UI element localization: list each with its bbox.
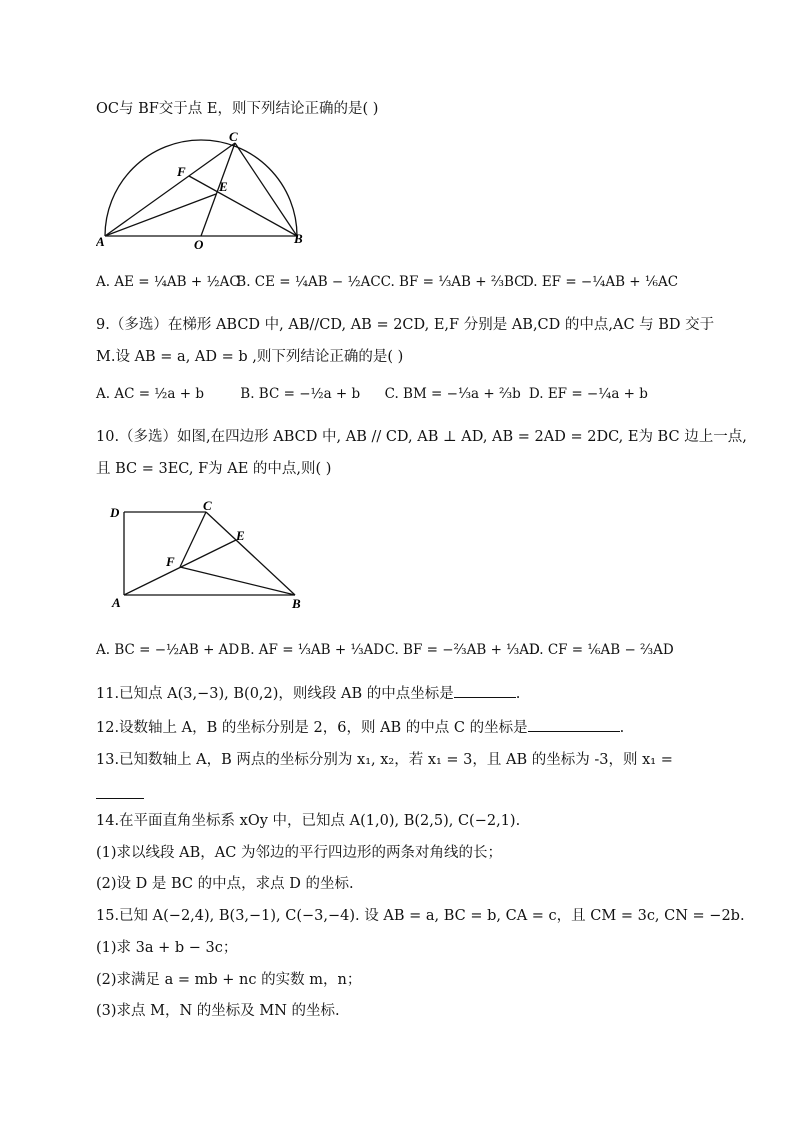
label-f: F <box>177 164 186 179</box>
q15-part3: (3)求点 M，N 的坐标及 MN 的坐标. <box>96 1003 340 1019</box>
q14-stem: 14.在平面直角坐标系 xOy 中，已知点 A(1,0), B(2,5), C(−2,1). <box>96 813 521 829</box>
q10-option-b: B. AF = ⅓AB + ⅓AD <box>240 642 385 658</box>
label-c: C <box>203 498 212 513</box>
q10-option-d: D. CF = ⅙AB − ⅔AD <box>528 642 674 658</box>
q12-blank <box>528 717 620 732</box>
segment-ac <box>105 143 235 236</box>
q15-part1: (1)求 3a + b − 3c； <box>96 940 238 956</box>
q9-option-d: D. EF = −¼a + b <box>528 386 648 402</box>
label-b: B <box>294 231 303 246</box>
q12-text: 12.设数轴上 A，B 的坐标分别是 2，6，则 AB 的中点 C 的坐标是 <box>96 720 528 736</box>
q10-option-a: A. BC = −½AB + AD <box>96 642 240 658</box>
q9-stem-line1: 9.（多选）在梯形 ABCD 中, AB//CD, AB = 2CD, E,F 分别是 AB,CD 的中点,AC 与 BD 交于 <box>96 317 715 333</box>
segment-bf <box>189 176 297 236</box>
label-a: A <box>112 595 121 610</box>
label-o: O <box>194 237 204 252</box>
q15-part2: (2)求满足 a = mb + nc 的实数 m，n； <box>96 972 362 988</box>
segment-bc <box>235 143 297 236</box>
segment-ae <box>105 194 216 236</box>
q13-blank <box>96 784 144 799</box>
q12-line: 12.设数轴上 A，B 的坐标分别是 2，6，则 AB 的中点 C 的坐标是 . <box>96 717 624 738</box>
label-e: E <box>236 528 245 543</box>
q13-line1: 13.已知数轴上 A，B 两点的坐标分别为 x₁, x₂，若 x₁ = 3，且 AB 的坐标为 -3，则 x₁ = <box>96 752 673 768</box>
label-a: A <box>96 234 105 249</box>
q10-stem-line1: 10.（多选）如图,在四边形 ABCD 中, AB // CD, AB ⊥ AD, AB = 2AD = 2DC, E为 BC 边上一点, <box>96 429 747 445</box>
q11-line: 11.已知点 A(3,−3), B(0,2)，则线段 AB 的中点坐标是 . <box>96 683 520 704</box>
q8-stem: OC与 BF交于点 E，则下列结论正确的是( ) <box>96 101 379 117</box>
label-e: E <box>219 179 228 194</box>
q9-options <box>96 384 648 404</box>
q10-stem-line2: 且 BC = 3EC, F为 AE 的中点,则( ) <box>96 461 332 477</box>
q8-option-a: A. AE = ¼AB + ½AC <box>96 274 240 290</box>
q9-stem-line2: M.设 AB = a, AD = b ,则下列结论正确的是( ) <box>96 349 404 365</box>
q9-option-c: C. BM = −⅓a + ⅔b <box>384 386 521 402</box>
q8-option-d: D. EF = −¼AB + ⅙AC <box>522 274 679 290</box>
q15-stem: 15.已知 A(−2,4), B(3,−1), C(−3,−4). 设 AB = a, BC = b, CA = c，且 CM = 3c, CN = −2b. <box>96 908 745 924</box>
segment-oc <box>201 143 235 236</box>
label-f: F <box>166 554 175 569</box>
q9-option-a: A. AC = ½a + b <box>96 386 204 402</box>
q11-text: 11.已知点 A(3,−3), B(0,2)，则线段 AB 的中点坐标是 <box>96 686 454 702</box>
q9-option-b: B. BC = −½a + b <box>240 386 361 402</box>
label-d: D <box>110 505 120 520</box>
q8-figure <box>96 128 316 253</box>
q8-option-c: C. BF = ⅓AB + ⅔BC <box>380 274 525 290</box>
q13-line2 <box>96 784 144 805</box>
q14-part2: (2)设 D 是 BC 的中点，求点 D 的坐标. <box>96 876 354 892</box>
segment-cf <box>180 512 206 567</box>
segment-fb <box>180 567 295 595</box>
q10-option-c: C. BF = −⅔AB + ⅓AD <box>384 642 540 658</box>
q11-blank <box>454 683 516 698</box>
label-b: B <box>292 596 301 611</box>
q8-options <box>96 272 678 292</box>
q10-options <box>96 640 674 660</box>
segment-cb <box>206 512 295 595</box>
q14-part1: (1)求以线段 AB，AC 为邻边的平行四边形的两条对角线的长； <box>96 845 502 861</box>
q8-option-b: B. CE = ¼AB − ½AC <box>236 274 381 290</box>
label-c: C <box>229 129 238 144</box>
semicircle-arc <box>105 140 297 236</box>
q10-figure <box>106 497 316 617</box>
